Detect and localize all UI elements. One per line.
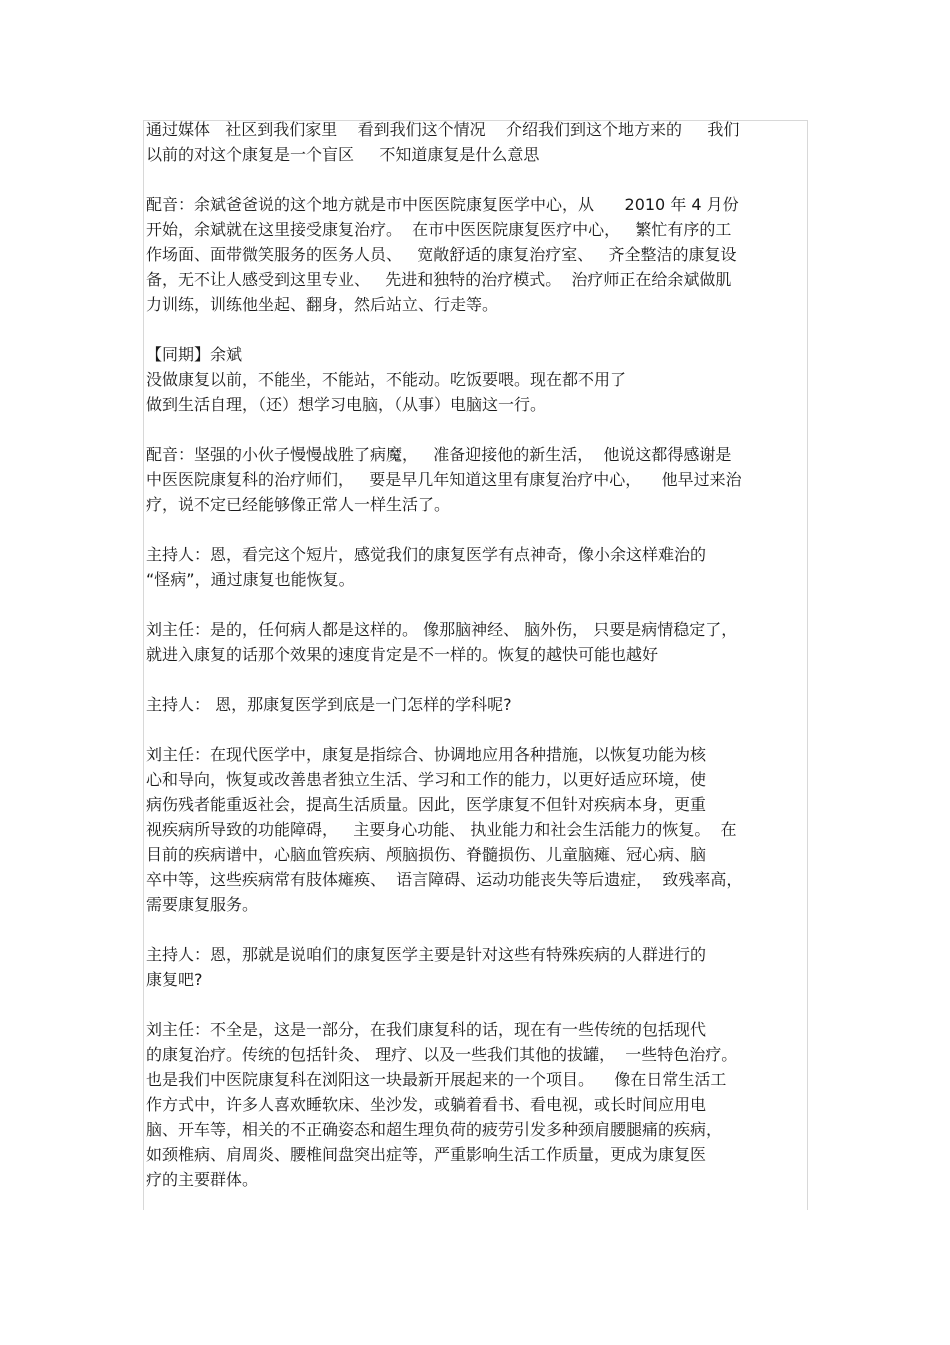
text-line: 配音：余斌爸爸说的这个地方就是市中医医院康复医学中心，从 2010 年 4 月份 xyxy=(146,195,739,214)
text-line: 心和导向，恢复或改善患者独立生活、学习和工作的能力，以更好适应环境，使 xyxy=(146,770,707,789)
text-line: 配音：坚强的小伙子慢慢战胜了病魔， 准备迎接他的新生活， 他说这都得感谢是 xyxy=(146,445,732,464)
text-line: 【同期】余斌 xyxy=(146,345,243,364)
paragraph-director-3 xyxy=(146,1017,806,1192)
text-line: 刘主任：是的，任何病人都是这样的。 像那脑神经、 脑外伤， 只要是病情稳定了， xyxy=(146,620,738,639)
text-line: 康复吧? xyxy=(146,970,203,989)
text-line: 目前的疾病谱中，心脑血管疾病、颅脑损伤、脊髓损伤、儿童脑瘫、冠心病、脑 xyxy=(146,845,707,864)
text-line: 备，无不让人感受到这里专业、 先进和独特的治疗模式。 治疗师正在给余斌做肌 xyxy=(146,270,732,289)
text-line: “怪病”，通过康复也能恢复。 xyxy=(146,570,355,589)
text-line: 也是我们中医院康复科在浏阳这一块最新开展起来的一个项目。 像在日常生活工 xyxy=(146,1070,727,1089)
text-line: 作场面、面带微笑服务的医务人员、 宽敞舒适的康复治疗室、 齐全整洁的康复设 xyxy=(146,245,737,264)
text-line: 力训练，训练他坐起、翻身，然后站立、行走等。 xyxy=(146,295,499,314)
text-line: 就进入康复的话那个效果的速度肯定是不一样的。恢复的越快可能也越好 xyxy=(146,645,659,664)
text-line: 以前的对这个康复是一个盲区 不知道康复是什么意思 xyxy=(146,145,540,164)
text-line: 疗，说不定已经能够像正常人一样生活了。 xyxy=(146,495,451,514)
text-line: 刘主任：不全是，这是一部分，在我们康复科的话，现在有一些传统的包括现代 xyxy=(146,1020,707,1039)
paragraph-host-3 xyxy=(146,942,806,992)
text-line: 病伤残者能重返社会，提高生活质量。因此，医学康复不但针对疾病本身，更重 xyxy=(146,795,707,814)
paragraph-voiceover-2 xyxy=(146,442,806,517)
text-line: 主持人：恩，看完这个短片，感觉我们的康复医学有点神奇，像小余这样难治的 xyxy=(146,545,707,564)
paragraph-host-1 xyxy=(146,542,806,592)
text-line: 通过媒体 社区到我们家里 看到我们这个情况 介绍我们到这个地方来的 我们 xyxy=(146,120,740,139)
text-line: 卒中等，这些疾病常有肢体瘫痪、 语言障碍、运动功能丧失等后遗症， 致残率高， xyxy=(146,870,743,889)
text-line: 刘主任：在现代医学中，康复是指综合、协调地应用各种措施，以恢复功能为核 xyxy=(146,745,707,764)
text-line: 中医医院康复科的治疗师们， 要是早几年知道这里有康复治疗中心， 他早过来治 xyxy=(146,470,742,489)
text-line: 没做康复以前，不能坐，不能站，不能动。吃饭要喂。现在都不用了 xyxy=(146,370,627,389)
document-body xyxy=(146,117,806,1217)
paragraph-host-2 xyxy=(146,692,806,717)
text-line: 开始，余斌就在这里接受康复治疗。 在市中医医院康复医疗中心， 繁忙有序的工 xyxy=(146,220,732,239)
text-line: 脑、开车等，相关的不正确姿态和超生理负荷的疲劳引发多种颈肩腰腿痛的疾病， xyxy=(146,1120,723,1139)
paragraph-intro-quote xyxy=(146,117,806,167)
text-line: 如颈椎病、肩周炎、腰椎间盘突出症等，严重影响生活工作质量，更成为康复医 xyxy=(146,1145,707,1164)
paragraph-synchronous-yu-bin xyxy=(146,342,806,417)
text-line: 疗的主要群体。 xyxy=(146,1170,259,1189)
text-line: 的康复治疗。传统的包括针灸、 理疗、以及一些我们其他的拔罐， 一些特色治疗。 xyxy=(146,1045,738,1064)
paragraph-director-2 xyxy=(146,742,806,917)
text-line: 视疾病所导致的功能障碍， 主要身心功能、 执业能力和社会生活能力的恢复。 在 xyxy=(146,820,737,839)
text-line: 主持人： 恩，那康复医学到底是一门怎样的学科呢? xyxy=(146,695,512,714)
text-line: 做到生活自理，（还）想学习电脑，（从事）电脑这一行。 xyxy=(146,395,547,414)
paragraph-director-1 xyxy=(146,617,806,667)
text-line: 主持人：恩，那就是说咱们的康复医学主要是针对这些有特殊疾病的人群进行的 xyxy=(146,945,707,964)
text-line: 作方式中，许多人喜欢睡软床、坐沙发，或躺着看书、看电视，或长时间应用电 xyxy=(146,1095,707,1114)
paragraph-voiceover-1 xyxy=(146,192,806,317)
text-line: 需要康复服务。 xyxy=(146,895,259,914)
